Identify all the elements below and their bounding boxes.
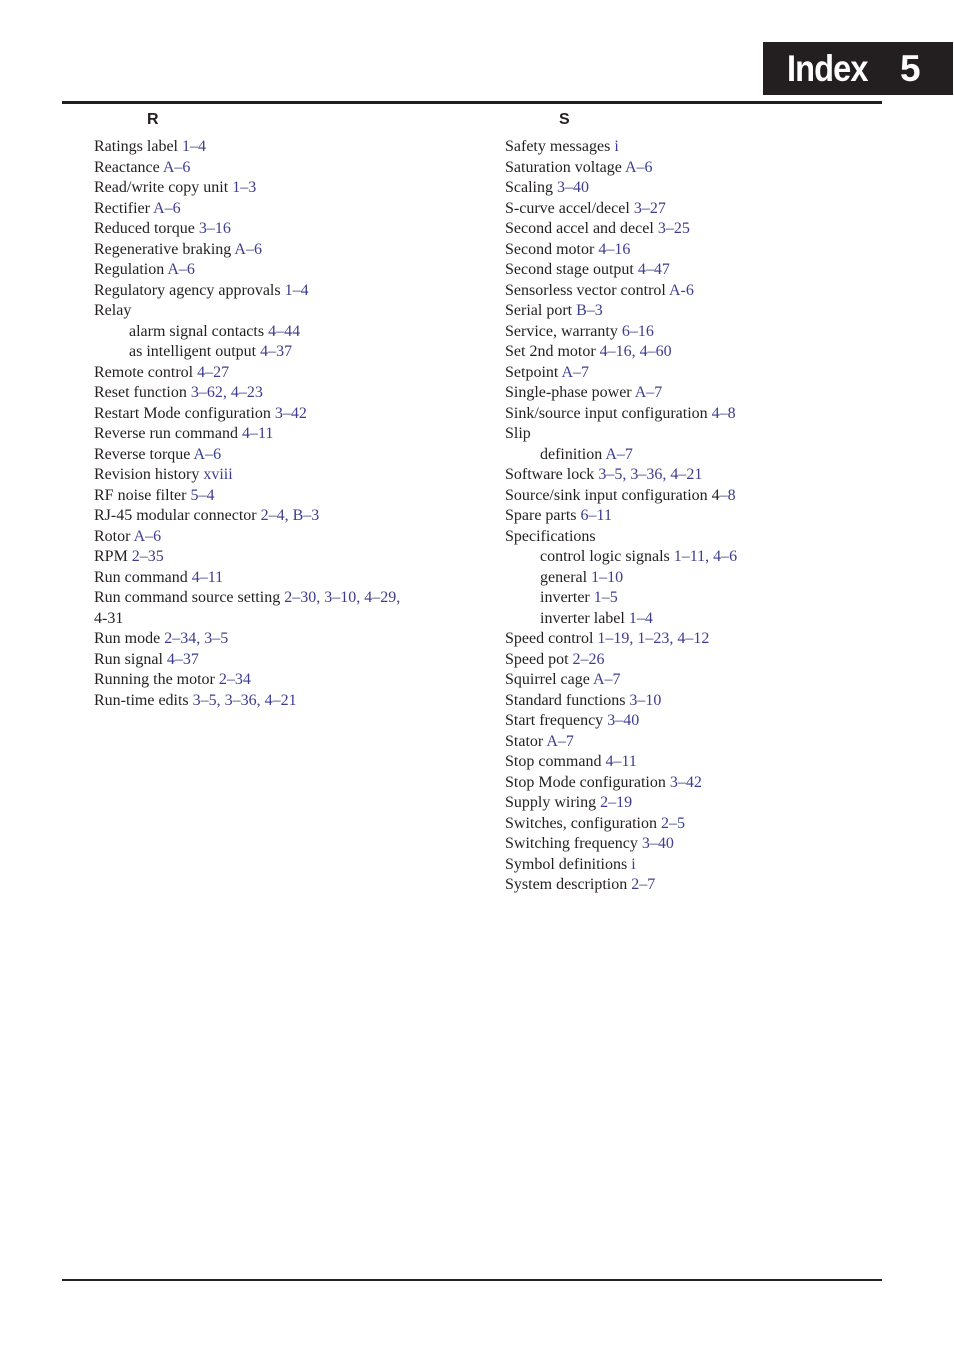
page-reference[interactable]: 2–4, B–3 <box>260 507 320 524</box>
index-term: Reduced torque <box>94 220 199 237</box>
index-term: RPM <box>94 548 132 565</box>
index-entry <box>94 629 400 650</box>
index-term: Reverse torque <box>94 445 194 463</box>
index-term: Standard functions <box>505 691 630 709</box>
index-term: Relay <box>94 302 132 319</box>
index-term: definition <box>540 445 606 463</box>
index-term: Regenerative braking <box>94 240 235 258</box>
index-term: Reset function <box>94 384 191 401</box>
index-entry <box>94 383 400 404</box>
index-entry <box>505 732 737 753</box>
index-entry <box>505 178 737 199</box>
index-entry <box>505 670 737 691</box>
index-entry <box>94 301 400 322</box>
index-term: RJ-45 modular connector <box>94 507 261 524</box>
index-entry <box>94 158 400 179</box>
index-term: Speed control <box>505 630 598 647</box>
page-reference[interactable]: 3–5, 3–36, 4–21 <box>598 466 703 483</box>
index-entry <box>94 445 400 466</box>
index-term: Start frequency <box>505 712 608 729</box>
page-reference[interactable]: 1–5 <box>593 589 618 606</box>
index-term: Second motor <box>505 240 599 258</box>
page-reference[interactable]: A-6 <box>668 281 694 299</box>
page-reference[interactable]: 2–19 <box>600 794 633 811</box>
index-term: Second stage output <box>505 261 638 278</box>
index-term: Rectifier <box>94 199 154 217</box>
index-term: Saturation voltage <box>505 158 625 176</box>
page-reference[interactable]: 1–4 <box>284 281 309 299</box>
chapter-number: 5 <box>900 48 921 89</box>
page-reference[interactable]: 4–37 <box>260 343 293 360</box>
index-entry <box>94 547 400 568</box>
top-rule <box>62 101 882 104</box>
page-reference[interactable]: 1–4 <box>628 609 653 627</box>
index-term: alarm signal contacts <box>129 322 269 340</box>
page-reference[interactable]: A–6 <box>193 445 222 463</box>
index-entry <box>505 199 737 220</box>
index-term: Regulatory agency approvals <box>94 281 285 299</box>
index-subentry <box>505 588 737 609</box>
section-letter-r: R <box>147 111 159 128</box>
page-reference[interactable]: A–6 <box>167 261 195 278</box>
page-reference[interactable]: 4–11 <box>605 753 637 770</box>
index-entry <box>505 404 737 425</box>
index-term: Spare parts <box>505 507 581 524</box>
page-reference[interactable]: 1–11, 4–6 <box>673 548 738 565</box>
index-entry <box>505 322 737 343</box>
page-reference[interactable]: 1–3 <box>232 179 257 196</box>
page-reference[interactable]: 4–27 <box>197 363 230 381</box>
index-entry <box>505 137 737 158</box>
page-reference[interactable]: A–6 <box>133 527 162 545</box>
index-term: Sensorless vector control <box>505 281 669 299</box>
index-entry <box>94 465 400 486</box>
page-reference[interactable]: A–6 <box>153 199 181 217</box>
index-entry <box>505 793 737 814</box>
index-term: Speed pot <box>505 650 573 668</box>
index-entry <box>94 424 400 445</box>
index-term: Run mode <box>94 630 165 647</box>
index-entry <box>94 568 400 589</box>
index-entry <box>505 219 737 240</box>
index-term: Supply wiring <box>505 794 601 811</box>
index-entry <box>505 383 737 404</box>
index-term: inverter label <box>540 609 629 627</box>
index-entry <box>505 363 737 384</box>
index-entry <box>94 178 400 199</box>
index-entry <box>94 691 400 712</box>
index-entry <box>94 609 400 630</box>
index-term: Run command <box>94 568 192 586</box>
page-reference[interactable]: 4–16, 4–60 <box>599 343 672 360</box>
page-reference[interactable]: 4–37 <box>166 650 199 668</box>
index-term: Source/sink input configuration 4 <box>505 486 720 504</box>
index-term: Stop command <box>505 753 606 770</box>
index-entry <box>505 506 737 527</box>
page-reference[interactable]: 2–7 <box>631 876 656 893</box>
page-reference[interactable]: 6–16 <box>621 322 654 340</box>
page-reference[interactable]: A–7 <box>561 363 590 381</box>
page-reference[interactable]: 3–62, 4–23 <box>190 384 263 401</box>
index-term: Single-phase power <box>505 384 635 401</box>
page-reference[interactable]: 4–44 <box>268 322 301 340</box>
index-subentry <box>94 342 400 363</box>
index-entry <box>505 773 737 794</box>
index-term: Serial port <box>505 302 577 319</box>
page-reference[interactable]: 3–5, 3–36, 4–21 <box>192 691 297 709</box>
page-reference[interactable]: 2–5 <box>660 814 685 832</box>
page-reference[interactable]: 4–11 <box>191 568 224 586</box>
index-entry <box>505 240 737 261</box>
index-subentry <box>505 445 737 466</box>
index-entry <box>94 219 400 240</box>
index-entry <box>94 588 400 609</box>
page-reference[interactable]: –8 <box>719 486 736 504</box>
index-term: Scaling <box>505 179 557 196</box>
index-entry <box>505 281 737 302</box>
index-entry <box>505 424 737 445</box>
page-reference[interactable]: 2–34 <box>218 671 251 688</box>
index-entry <box>505 527 737 548</box>
chapter-tab <box>763 42 953 95</box>
index-term: Specifications <box>505 527 596 545</box>
index-term: inverter <box>540 589 594 606</box>
index-term: as intelligent output <box>129 343 261 360</box>
index-term: Service, warranty <box>505 322 622 340</box>
index-entry <box>94 137 400 158</box>
index-entry <box>94 260 400 281</box>
index-term: Set 2nd motor <box>505 343 600 360</box>
page-reference[interactable]: A–7 <box>605 445 633 463</box>
index-entry <box>505 465 737 486</box>
index-term: Reverse run command <box>94 425 242 442</box>
page-reference[interactable]: i <box>631 855 636 873</box>
index-term: Revision history <box>94 466 204 483</box>
index-entry <box>94 363 400 384</box>
index-term: RF noise filter <box>94 486 191 504</box>
index-entry <box>505 834 737 855</box>
page-reference[interactable]: 3–16 <box>198 220 231 237</box>
page-reference[interactable]: 3–42 <box>669 773 702 791</box>
index-entry <box>505 814 737 835</box>
index-term: Switching frequency <box>505 835 642 852</box>
index-term: Sink/source input configuration <box>505 404 712 422</box>
index-column-s <box>505 137 737 896</box>
index-term: Run-time edits <box>94 691 193 709</box>
page-reference[interactable]: B–3 <box>576 302 603 319</box>
bottom-rule <box>62 1279 882 1281</box>
page-reference[interactable]: 4–11 <box>241 425 274 442</box>
index-term: Stator <box>505 732 547 750</box>
index-entry <box>505 855 737 876</box>
page-reference[interactable]: 2–35 <box>131 548 164 565</box>
page-reference[interactable]: 3–10 <box>629 691 662 709</box>
index-entry <box>505 629 737 650</box>
page-reference[interactable]: 4–8 <box>711 404 736 422</box>
index-entry <box>94 506 400 527</box>
index-subentry <box>94 322 400 343</box>
index-term: Symbol definitions <box>505 855 632 873</box>
index-term: 4-31 <box>94 609 124 627</box>
section-letter-s: S <box>559 111 570 128</box>
index-entry <box>94 527 400 548</box>
page-reference[interactable]: A–6 <box>624 158 653 176</box>
index-term: Remote control <box>94 363 198 381</box>
index-subentry <box>505 609 737 630</box>
page-reference[interactable]: 4–16 <box>598 240 631 258</box>
index-entry <box>94 199 400 220</box>
index-term: S-curve accel/decel <box>505 199 634 217</box>
page-reference[interactable]: 4–47 <box>637 261 670 278</box>
page-reference[interactable]: i <box>614 138 619 155</box>
page-reference[interactable]: 2–30, 3–10, 4–29, <box>284 589 401 606</box>
index-entry <box>505 158 737 179</box>
index-term: Slip <box>505 425 531 442</box>
index-entry <box>505 875 737 896</box>
page-reference[interactable]: A–6 <box>162 158 191 176</box>
index-term: Regulation <box>94 261 168 278</box>
index-entry <box>505 711 737 732</box>
index-subentry <box>505 547 737 568</box>
page-reference[interactable]: A–7 <box>546 732 574 750</box>
index-term: Ratings label <box>94 138 182 155</box>
index-entry <box>505 260 737 281</box>
index-column-r <box>94 137 400 711</box>
index-term: Running the motor <box>94 671 219 688</box>
index-entry <box>94 281 400 302</box>
page-reference[interactable]: 6–11 <box>580 507 612 524</box>
page-reference[interactable]: 1–10 <box>591 568 624 586</box>
index-term: System description <box>505 876 632 893</box>
index-term: Rotor <box>94 527 134 545</box>
page-reference[interactable]: xviii <box>203 466 233 483</box>
page-reference[interactable]: 3–40 <box>557 179 589 196</box>
index-term: Read/write copy unit <box>94 179 233 196</box>
page-reference[interactable]: 3–27 <box>633 199 666 217</box>
index-term: Run command source setting <box>94 589 285 606</box>
index-term: control logic signals <box>540 548 674 565</box>
page-reference[interactable]: 2–34, 3–5 <box>164 630 229 647</box>
page-reference[interactable]: 5–4 <box>190 486 215 504</box>
page-reference[interactable]: 1–19, 1–23, 4–12 <box>597 630 710 647</box>
index-term: general <box>540 568 592 586</box>
page-reference[interactable]: 1–4 <box>181 138 206 155</box>
index-subentry <box>505 568 737 589</box>
page-reference[interactable]: 3–40 <box>641 835 674 852</box>
index-term: Setpoint <box>505 363 562 381</box>
index-entry <box>505 752 737 773</box>
chapter-title: Index <box>787 48 868 89</box>
index-entry <box>505 691 737 712</box>
index-term: Squirrel cage <box>505 671 593 688</box>
page-reference[interactable]: A–7 <box>634 384 663 401</box>
index-entry <box>505 486 737 507</box>
index-entry <box>94 404 400 425</box>
page-reference[interactable]: 3–40 <box>607 712 640 729</box>
index-term: Switches, configuration <box>505 814 661 832</box>
page-reference[interactable]: 3–42 <box>274 404 307 422</box>
index-entry <box>94 240 400 261</box>
index-term: Restart Mode configuration <box>94 404 275 422</box>
index-term: Second accel and decel <box>505 220 658 237</box>
index-entry <box>505 342 737 363</box>
page-reference[interactable]: A–6 <box>234 240 262 258</box>
index-entry <box>505 650 737 671</box>
index-term: Run signal <box>94 650 167 668</box>
page-reference[interactable]: A–7 <box>592 671 621 688</box>
index-entry <box>94 670 400 691</box>
page-reference[interactable]: 2–26 <box>572 650 605 668</box>
page-reference[interactable]: 3–25 <box>657 220 690 237</box>
index-entry <box>94 486 400 507</box>
index-term: Safety messages <box>505 138 615 155</box>
index-entry <box>94 650 400 671</box>
index-term: Software lock <box>505 466 599 483</box>
index-term: Stop Mode configuration <box>505 773 670 791</box>
index-entry <box>505 301 737 322</box>
index-term: Reactance <box>94 158 163 176</box>
